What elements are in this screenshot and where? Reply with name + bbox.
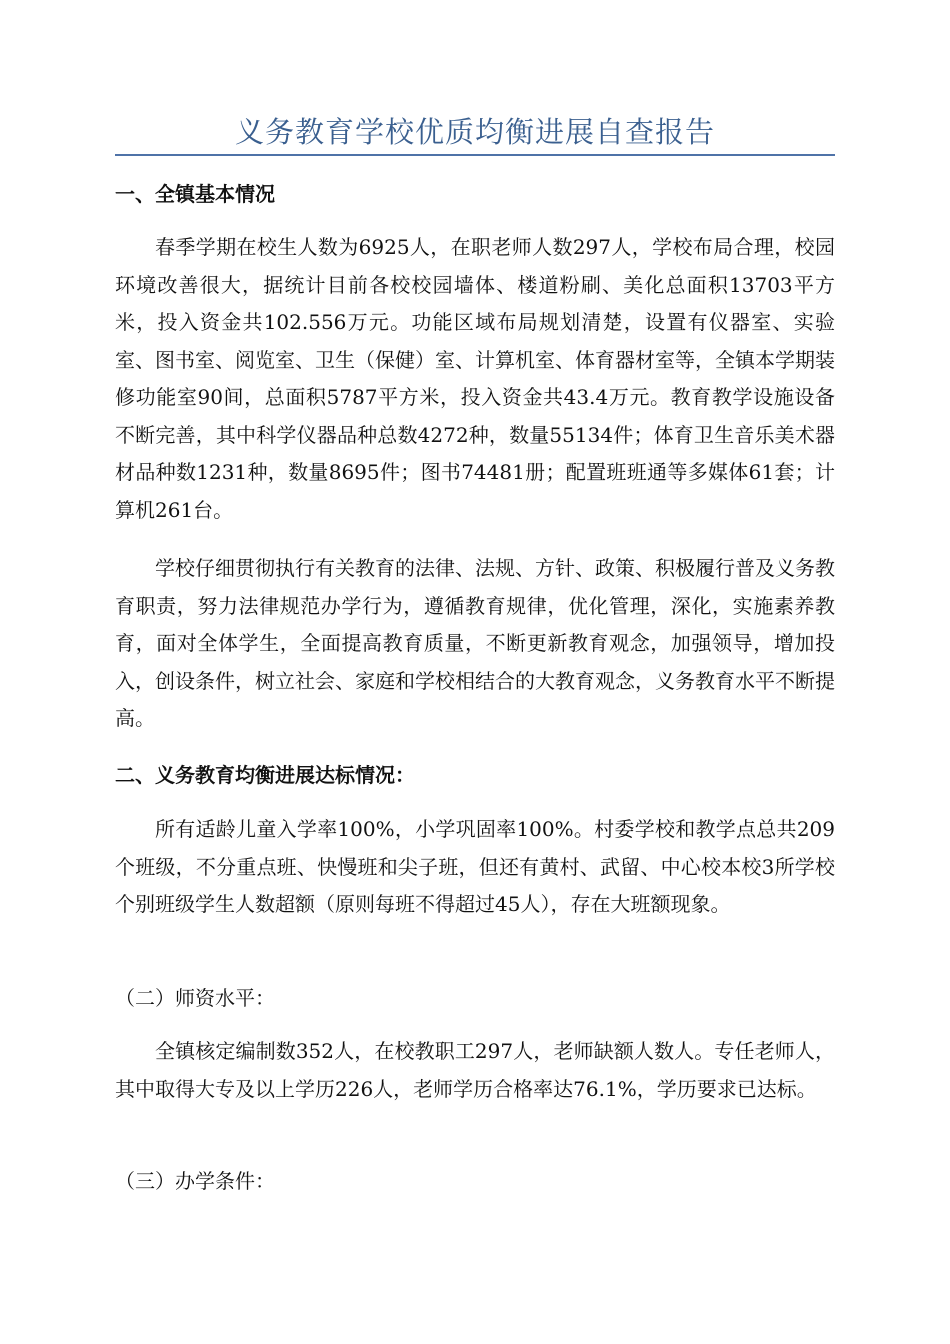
- section-1-paragraph-2: 学校仔细贯彻执行有关教育的法律、法规、方针、政策、积极履行普及义务教育职责，努力法律规范办学行为，遵循教育规律，优化管理，深化，实施素养教育，面对全体学生，全面提高教育质量，不断更新教育观念，加强领导，增加投入，创设条件，树立社会、家庭和学校相结合的大教育观念，义务教育水平不断提高。: [115, 556, 835, 730]
- title-underline: [115, 154, 835, 156]
- section-1-paragraph-1: 春季学期在校生人数为6925人，在职老师人数297人，学校布局合理，校园环境改善很大，据统计目前各校校园墙体、楼道粉刷、美化总面积13703平方米，投入资金共102.556万元。功能区域布局规划清楚，设置有仪器室、实验室、图书室、阅览室、卫生（保健）室、计算机室、体育器材室等，全镇本学期装修功能室90间，总面积5787平方米，投入资金共43.4万元。教育教学设施设备不断完善，其中科学仪器品种总数4272种，数量55134件；体育卫生音乐美术器材品种数1231种，数量8695件；图书74481册；配置班班通等多媒体61套；计算机261台。: [115, 235, 835, 522]
- section-2-heading: 二、义务教育均衡进展达标情况：: [115, 763, 415, 787]
- section-2-subheading-3: （三）办学条件：: [115, 1169, 275, 1193]
- section-2-sub-2-paragraph: 全镇核定编制数352人，在校教职工297人，老师缺额人数人。专任老师人，其中取得大专及以上学历226人，老师学历合格率达76.1%，学历要求已达标。: [115, 1039, 835, 1101]
- document-title: 义务教育学校优质均衡进展自查报告: [234, 115, 715, 149]
- section-2-paragraph-1: 所有适龄儿童入学率100%，小学巩固率100%。村委学校和教学点总共209个班级，不分重点班、快慢班和尖子班，但还有黄村、武留、中心校本校3所学校个别班级学生人数超额（原则每班不得超过45人），存在大班额现象。: [115, 817, 835, 916]
- section-2-subheading-2: （二）师资水平：: [115, 986, 275, 1010]
- section-1-heading: 一、全镇基本情况: [115, 182, 275, 206]
